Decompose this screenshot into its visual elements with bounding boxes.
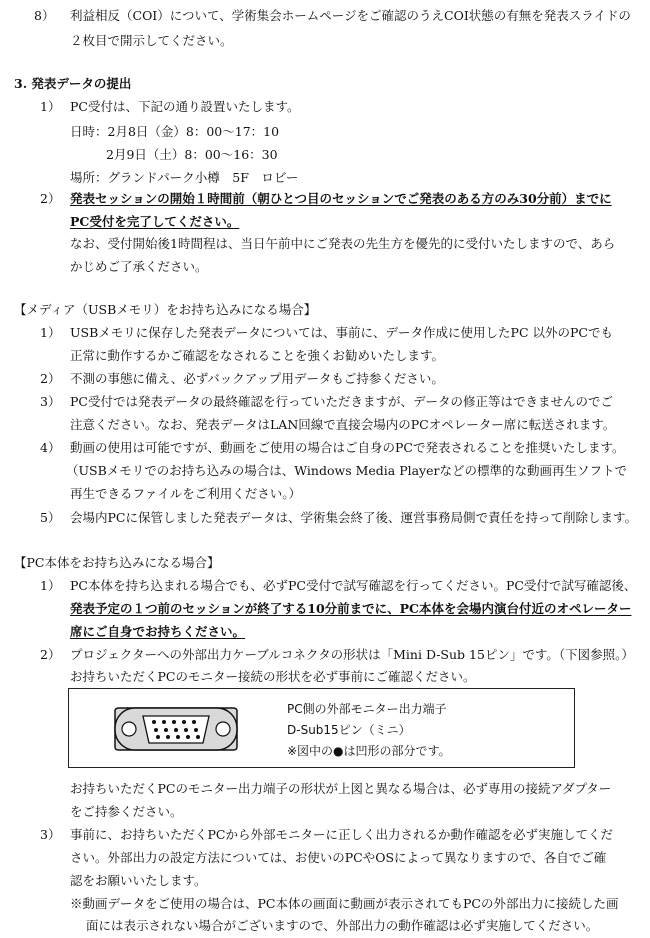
- pc-item-1: PC本体を持ち込まれる場合でも、必ずPC受付で試写確認を行ってください。PC受付で試写確認後、: [70, 578, 637, 593]
- priority-note: なお、受付開始後1時間程は、当日午前中にご発表の先生方を優先的に受付いたしますので、あら: [70, 236, 616, 251]
- deadline-notice-cont: PC受付を完了してください。: [70, 214, 240, 229]
- pc-item-2: プロジェクターへの外部出力ケーブルコネクタの形状は「Mini D-Sub 15ピン」です。（下図参照。）: [70, 647, 634, 662]
- item-number: 2）: [40, 191, 61, 206]
- pc-item-3-cont2: 認をお願いいたします。: [70, 873, 207, 888]
- pc-item-3: 事前に、お持ちいただくPCから外部モニターに正しく出力されるか動作確認を必ず実施してくだ: [70, 827, 613, 842]
- pc-reception-text: PC受付は、下記の通り設置いたします。: [70, 99, 300, 114]
- item-number: 2）: [40, 371, 61, 386]
- pc-item-1-underline: 発表予定の１つ前のセッションが終了する10分前までに、PC本体を会場内演台付近のオペレーター: [70, 601, 632, 616]
- media-item-4-cont2: 再生できるファイルをご利用ください。）: [70, 486, 302, 501]
- item-number: 5）: [40, 510, 61, 525]
- media-item-5: 会場内PCに保管しました発表データは、学術集会終了後、運営事務局側で責任を持って削除します。: [70, 510, 637, 525]
- adapter-note-cont: をご持参ください。: [70, 804, 183, 819]
- media-item-1: USBメモリに保存した発表データについては、事前に、データ作成に使用したPC 以外のPCでも: [70, 325, 613, 340]
- item-number: 1）: [40, 99, 61, 114]
- media-item-3-cont: 注意ください。なお、発表データはLAN回線で直接会場内のPCオペレーター席に転送されます。: [70, 417, 616, 432]
- media-item-2: 不測の事態に備え、必ずバックアップ用データもご持参ください。: [70, 371, 444, 386]
- media-item-1-cont: 正常に動作するかご確認をなされることを強くお勧めいたします。: [70, 348, 445, 363]
- adapter-note: お持ちいただくPCのモニター出力端子の形状が上図と異なる場合は、必ず専用の接続アダプター: [70, 781, 612, 796]
- reception-date-1: 日時：2月8日（金）8：00〜17：10: [70, 124, 280, 139]
- media-item-3: PC受付では発表データの最終確認を行っていただきますが、データの修正等はできませんのでご: [70, 394, 613, 409]
- pc-item-3-cont: さい。外部出力の設定方法については、お使いのPCやOSによって異なりますので、各自でご確: [70, 850, 607, 865]
- video-note-cont: 面には表示されない場合がございますので、外部出力の動作確認は必ず実施してください。: [86, 918, 599, 933]
- item-number: 1）: [40, 578, 61, 593]
- connector-figure: [68, 688, 575, 768]
- media-heading: 【メディア（USBメモリ）をお持ち込みになる場合】: [14, 302, 317, 317]
- dsub15-connector-icon: [113, 707, 239, 751]
- deadline-notice: 発表セッションの開始１時間前（朝ひとつ目のセッションでご発表のある方のみ30分前）までに: [70, 191, 612, 206]
- item-number: 8）: [34, 8, 55, 23]
- figure-label-type: D-Sub15ピン（ミニ）: [287, 723, 411, 737]
- pc-item-2-cont: お持ちいただくPCのモニター接続の形状を必ず事前にご確認ください。: [70, 669, 476, 684]
- coi-text-cont: ２枚目で開示してください。: [70, 33, 233, 48]
- figure-label-terminal: PC側の外部モニター出力端子: [287, 702, 447, 716]
- coi-text: 利益相反（COI）について、学術集会ホームページをご確認のうえCOI状態の有無を発表スライドの: [70, 8, 631, 23]
- video-note: ※動画データをご使用の場合は、PC本体の画面に動画が表示されてもPCの外部出力に接続した画: [70, 896, 619, 911]
- media-item-4: 動画の使用は可能ですが、動画をご使用の場合はご自身のPCで発表されることを推奨いたします。: [70, 440, 625, 455]
- priority-note-cont: かじめご了承ください。: [70, 259, 208, 274]
- item-number: 3）: [40, 394, 61, 409]
- media-item-4-cont: （USBメモリでのお持ち込みの場合は、Windows Media Playerなどの標準的な動画再生ソフトで: [66, 463, 627, 478]
- item-number: 4）: [40, 440, 61, 455]
- section-heading: 3. 発表データの提出: [14, 76, 132, 91]
- figure-label-note: ※図中の●は凹形の部分です。: [287, 744, 451, 758]
- reception-place: 場所：グランドパーク小樽 5F ロビー: [70, 170, 299, 185]
- item-number: 2）: [40, 647, 61, 662]
- item-number: 3）: [40, 827, 61, 842]
- pc-heading: 【PC本体をお持ち込みになる場合】: [14, 555, 220, 570]
- reception-date-2: 2月9日（土）8：00〜16：30: [106, 147, 278, 162]
- pc-item-1-underline-cont: 席にご自身でお持ちください。: [70, 624, 246, 639]
- item-number: 1）: [40, 325, 61, 340]
